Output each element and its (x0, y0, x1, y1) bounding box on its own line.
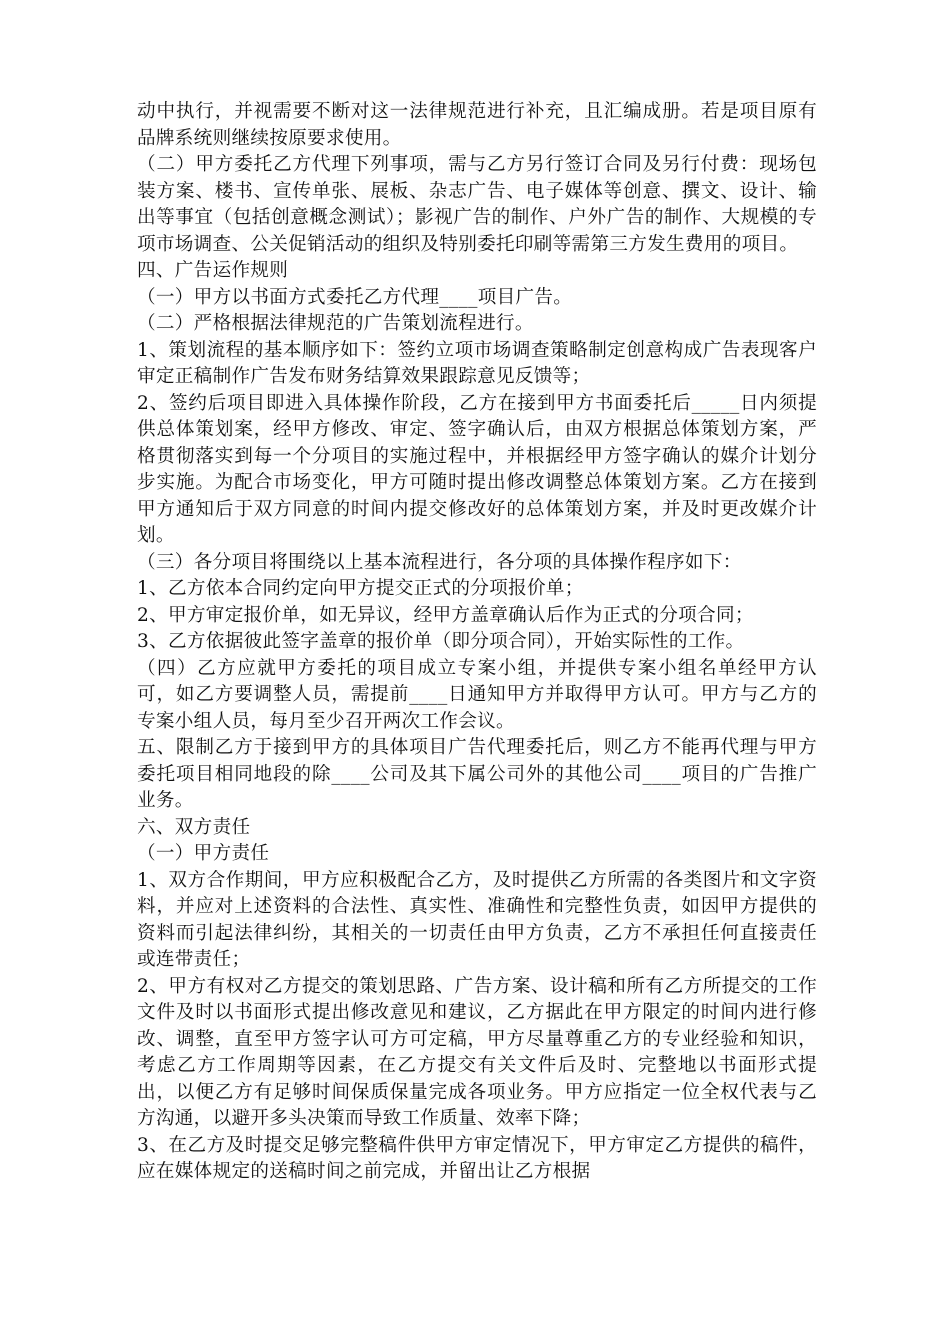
paragraph-4-2-item-1: 1、策划流程的基本顺序如下：签约立项市场调查策略制定创意构成广告表现客户审定正稿制作广告发布财务结算效果跟踪意见反馈等； (137, 339, 817, 387)
paragraph-4-1: （一）甲方以书面方式委托乙方代理____项目广告。 (137, 286, 573, 308)
document-page (137, 99, 817, 1186)
paragraph-4-2: （二）严格根据法律规范的广告策划流程进行。 (137, 313, 534, 334)
paragraph-6-1-item-2: 2、甲方有权对乙方提交的策划思路、广告方案、设计稿和所有乙方所提交的工作文件及时以书面形式提出修改意见和建议，乙方据此在甲方限定的时间内进行修改、调整，直至甲方签字认可方可定稿，甲方尽量尊重乙方的专业经验和知识，考虑乙方工作周期等因素，在乙方提交有关文件后及时、完整地以书面形式提出，以便乙方有足够时间保质保量完成各项业务。甲方应指定一位全权代表与乙方沟通，以避开多头决策而导致工作质量、效率下降； (137, 975, 817, 1129)
paragraph-6-1-item-1: 1、双方合作期间，甲方应积极配合乙方，及时提供乙方所需的各类图片和文字资料，并应对上述资料的合法性、真实性、准确性和完整性负责，如因甲方提供的资料而引起法律纠纷，其相关的一切责任由甲方负责，乙方不承担任何直接责任或连带责任； (137, 869, 817, 970)
paragraph-4-3-item-2: 2、甲方审定报价单，如无异议，经甲方盖章确认后作为正式的分项合同； (137, 604, 754, 626)
section-heading-6: 六、双方责任 (137, 816, 251, 838)
section-heading-4: 四、广告运作规则 (137, 260, 289, 281)
paragraph-4-3: （三）各分项目将围绕以上基本流程进行，各分项的具体操作程序如下： (137, 551, 742, 573)
paragraph-4-3-item-1: 1、乙方依本合同约定向甲方提交正式的分项报价单； (137, 578, 584, 599)
paragraph-clause-2-commissioned-items: （二）甲方委托乙方代理下列事项，需与乙方另行签订合同及另行付费：现场包装方案、楼书、宣传单张、展板、杂志广告、电子媒体等创意、撰文、设计、输出等事宜（包括创意概念测试）；影视广告的制作、户外广告的制作、大规模的专项市场调查、公关促销活动的组织及特别委托印刷等需第三方发生费用的项目。 (137, 154, 817, 255)
paragraph-continuation: 动中执行，并视需要不断对这一法律规范进行补充，且汇编成册。若是项目原有品牌系统则继续按原要求使用。 (137, 101, 817, 149)
section-5-restriction: 五、限制乙方于接到甲方的具体项目广告代理委托后，则乙方不能再代理与甲方委托项目相同地段的除____公司及其下属公司外的其他公司____项目的广告推广业务。 (137, 737, 817, 811)
paragraph-4-4: （四）乙方应就甲方委托的项目成立专案小组，并提供专案小组名单经甲方认可，如乙方要调整人员，需提前____日通知甲方并取得甲方认可。甲方与乙方的专案小组人员，每月至少召开两次工作会议。 (137, 657, 817, 732)
subsection-heading-6-1: （一）甲方责任 (137, 843, 270, 864)
paragraph-4-3-item-3: 3、乙方依据彼此签字盖章的报价单（即分项合同），开始实际性的工作。 (137, 631, 745, 652)
paragraph-4-2-item-2: 2、签约后项目即进入具体操作阶段，乙方在接到甲方书面委托后_____日内须提供总体策划案，经甲方修改、审定、签字确认后，由双方根据总体策划方案，严格贯彻落实到每一个分项目的实施过程中，并根据经甲方签字确认的媒介计划分步实施。为配合市场变化，甲方可随时提出修改调整总体策划方案。乙方在接到甲方通知后于双方同意的时间内提交修改好的总体策划方案，并及时更改媒介计划。 (137, 392, 817, 546)
paragraph-6-1-item-3: 3、在乙方及时提交足够完整稿件供甲方审定情况下，甲方审定乙方提供的稿件，应在媒体规定的送稿时间之前完成，并留出让乙方根据 (137, 1134, 817, 1182)
